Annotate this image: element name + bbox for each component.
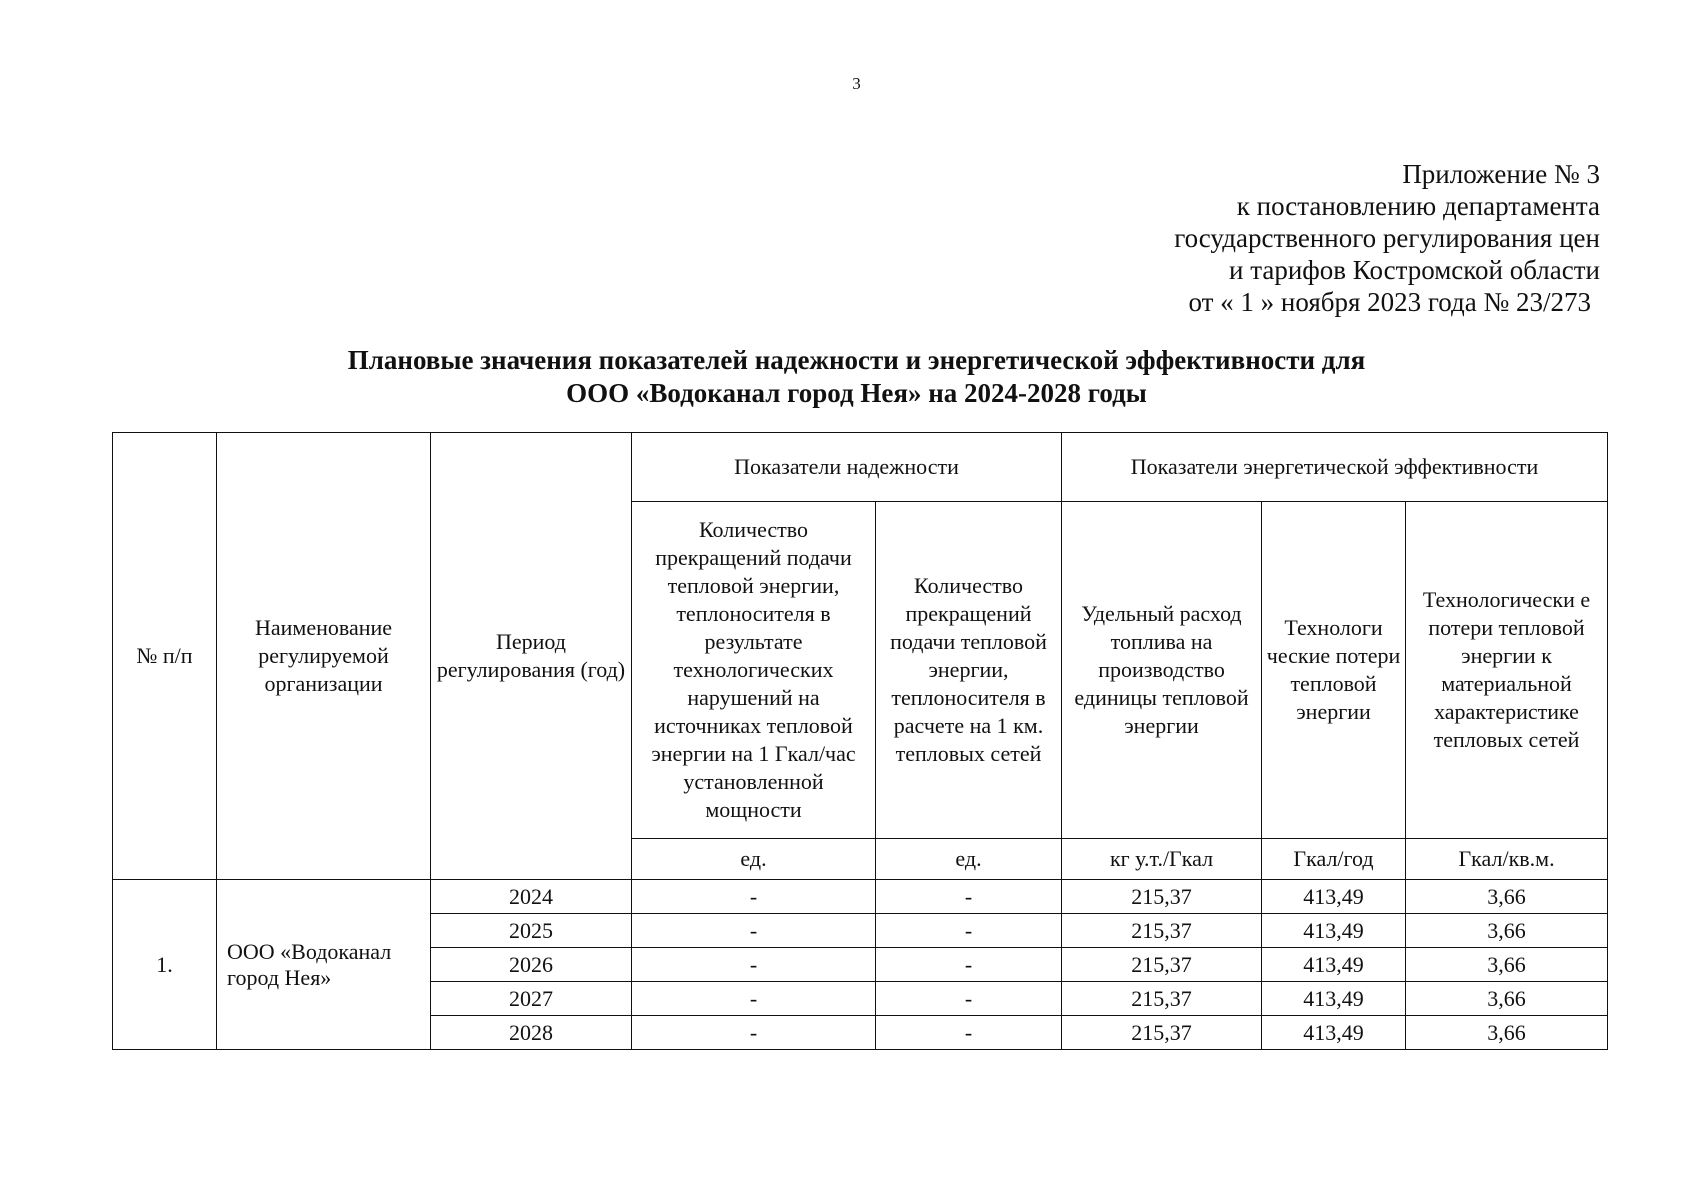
document-title-line: Плановые значения показателей надежности и энергетической эффективности для — [347, 345, 1366, 375]
header-org-name: Наименование регулируемой организации — [217, 433, 431, 880]
year-cell: 2027 — [431, 982, 632, 1016]
value-cell: 215,37 — [1062, 982, 1262, 1016]
header-column: Удельный расход топлива на производство единицы тепловой энергии — [1062, 502, 1262, 839]
value-cell: 413,49 — [1262, 880, 1406, 914]
header-row-groups — [113, 433, 1608, 502]
year-cell: 2028 — [431, 1016, 632, 1050]
appendix-line: Приложение № 3 — [1402, 159, 1600, 189]
value-cell: 413,49 — [1262, 914, 1406, 948]
year-cell: 2024 — [431, 880, 632, 914]
appendix-line: и тарифов Костромской области — [1229, 255, 1600, 285]
appendix-line: от « 1 » ноября 2023 года № 23/273 — [1188, 287, 1591, 317]
appendix-line: государственного регулирования цен — [1174, 223, 1600, 253]
header-number: № п/п — [113, 433, 217, 880]
value-cell: 3,66 — [1406, 880, 1608, 914]
year-cell: 2026 — [431, 948, 632, 982]
value-cell: 215,37 — [1062, 1016, 1262, 1050]
unit-cell: ед. — [876, 839, 1062, 880]
unit-cell: ед. — [632, 839, 876, 880]
unit-cell: кг у.т./Гкал — [1062, 839, 1262, 880]
header-column: Технологи ческие потери тепловой энергии — [1262, 502, 1406, 839]
year-cell: 2025 — [431, 914, 632, 948]
value-cell: 215,37 — [1062, 948, 1262, 982]
value-cell: 3,66 — [1406, 982, 1608, 1016]
table-row — [113, 880, 1608, 914]
page-number: 3 — [852, 74, 861, 93]
value-cell: 3,66 — [1406, 1016, 1608, 1050]
unit-cell: Гкал/год — [1262, 839, 1406, 880]
header-reliability-group: Показатели надежности — [632, 433, 1062, 502]
value-cell: 3,66 — [1406, 948, 1608, 982]
document-title-line: ООО «Водоканал город Нея» на 2024-2028 годы — [566, 378, 1147, 408]
value-cell: 413,49 — [1262, 948, 1406, 982]
value-cell: - — [632, 880, 876, 914]
document-title — [0, 344, 1697, 410]
appendix-block — [1174, 158, 1600, 318]
value-cell: - — [876, 880, 1062, 914]
unit-cell: Гкал/кв.м. — [1406, 839, 1608, 880]
value-cell: 215,37 — [1062, 880, 1262, 914]
indicators-table — [112, 432, 1608, 1050]
value-cell: - — [632, 982, 876, 1016]
value-cell: - — [632, 948, 876, 982]
header-column: Количество прекращений подачи тепловой энергии, теплоносителя в расчете на 1 км. тепловых сетей — [876, 502, 1062, 839]
value-cell: 3,66 — [1406, 914, 1608, 948]
value-cell: - — [876, 914, 1062, 948]
header-column: Технологически е потери тепловой энергии к материальной характеристике тепловых сетей — [1406, 502, 1608, 839]
header-period: Период регулирования (год) — [431, 433, 632, 880]
value-cell: - — [632, 1016, 876, 1050]
value-cell: - — [632, 914, 876, 948]
value-cell: - — [876, 948, 1062, 982]
value-cell: 413,49 — [1262, 1016, 1406, 1050]
value-cell: 413,49 — [1262, 982, 1406, 1016]
row-number: 1. — [113, 880, 217, 1050]
value-cell: 215,37 — [1062, 914, 1262, 948]
org-name-cell: ООО «Водоканал город Нея» — [217, 880, 431, 1050]
header-column: Количество прекращений подачи тепловой энергии, теплоносителя в результате технологических нарушений на источниках тепловой энергии на 1 Гкал/час установленной мощности — [632, 502, 876, 839]
value-cell: - — [876, 982, 1062, 1016]
header-efficiency-group: Показатели энергетической эффективности — [1062, 433, 1608, 502]
appendix-line: к постановлению департамента — [1236, 191, 1600, 221]
value-cell: - — [876, 1016, 1062, 1050]
